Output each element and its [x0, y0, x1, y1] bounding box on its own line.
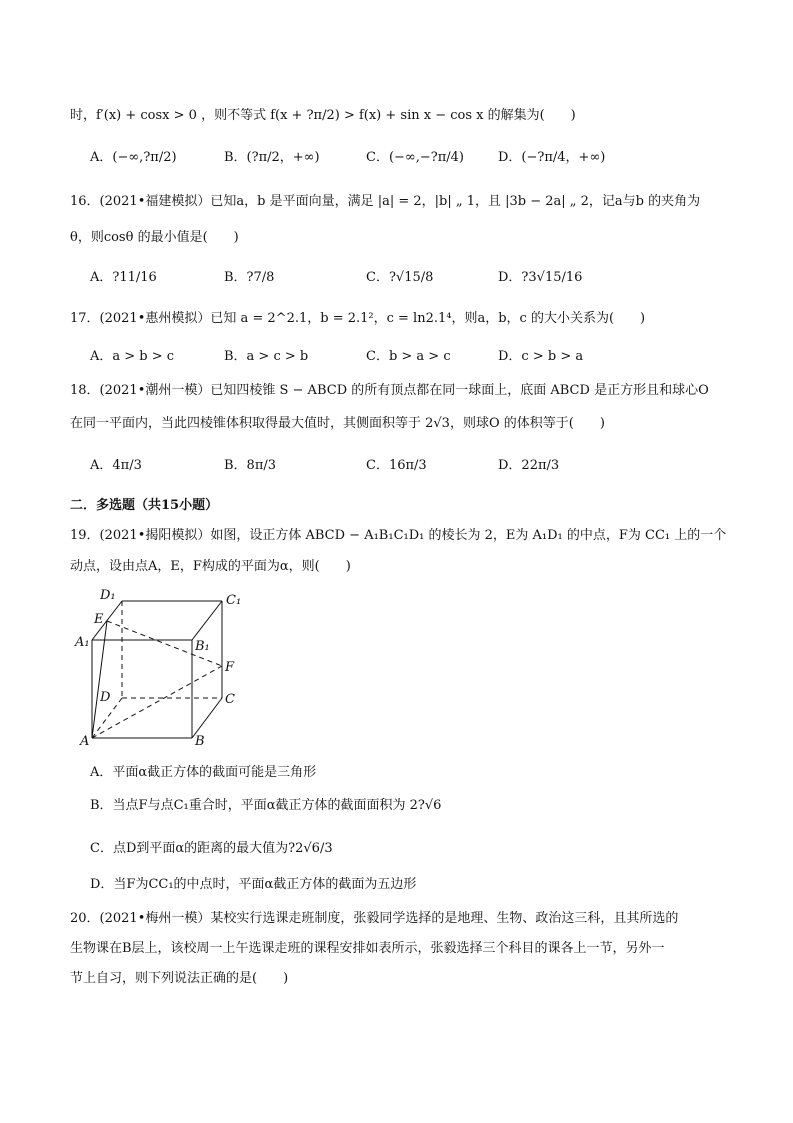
- q18-option-b: B．8π/3: [224, 458, 277, 473]
- q19-option-b: B．当点F与点C₁重合时，平面α截正方体的截面面积为 2?√6: [90, 798, 442, 813]
- label-F: F: [225, 660, 235, 675]
- q19-option-a: A．平面α截正方体的截面可能是三角形: [90, 765, 317, 780]
- q16-option-d: D．?3√15/16: [498, 270, 583, 285]
- edge-B1C1: [192, 601, 222, 640]
- q15-stem: 时，f′(x) + cosx > 0 ，则不等式 f(x + ?π/2) > f(x) + sin x − cos x 的解集为( ): [70, 108, 576, 123]
- label-D1: D₁: [100, 588, 116, 603]
- cube-diagram: [70, 588, 260, 748]
- q17-option-c: C．b > a > c: [366, 349, 451, 364]
- q18-option-d: D．22π/3: [498, 458, 560, 473]
- segment-AF: [92, 666, 222, 738]
- q19-stem-line2: 动点，设由点A，E，F构成的平面为α，则( ): [70, 559, 351, 574]
- q16-stem-line2: θ，则cosθ 的最小值是( ): [70, 230, 239, 245]
- label-B: B: [195, 734, 205, 748]
- label-A: A: [80, 734, 90, 748]
- q17-option-b: B．a > c > b: [224, 349, 309, 364]
- q15-option-c: C．(−∞,−?π/4): [366, 150, 465, 165]
- q16-option-a: A．?11/16: [90, 270, 157, 285]
- q20-stem-line1: 20．(2021•梅州一模）某校实行选课走班制度，张毅同学选择的是地理、生物、政治这三科，且其所选的: [70, 911, 679, 926]
- q18-option-a: A．4π/3: [90, 458, 142, 473]
- q20-stem-line3: 节上自习，则下列说法正确的是( ): [70, 971, 289, 986]
- q19-option-d: D．当F为CC₁的中点时，平面α截正方体的截面为五边形: [90, 877, 417, 892]
- label-C: C: [225, 692, 235, 707]
- q17-option-d: D．c > b > a: [498, 349, 584, 364]
- section-heading: 二．多选题（共15小题）: [70, 498, 219, 513]
- label-B1: B₁: [195, 639, 210, 654]
- q16-stem-line1: 16．(2021•福建模拟）已知a，b 是平面向量，满足 |a| = 2，|b| „ 1，且 |3b − 2a| „ 2，记a与b 的夹角为: [70, 194, 701, 209]
- q18-stem-line2: 在同一平面内，当此四棱锥体积取得最大值时，其侧面积等于 2√3，则球O 的体积等于( ): [70, 416, 605, 431]
- label-D: D: [100, 690, 111, 705]
- q19-option-c: C．点D到平面α的距离的最大值为?2√6/3: [90, 841, 333, 856]
- label-A1: A₁: [75, 635, 90, 650]
- q20-stem-line2: 生物课在B层上，该校周一上午选课走班的课程安排如表所示，张毅选择三个科目的课各上一节，另外一: [70, 941, 665, 956]
- q18-stem-line1: 18．(2021•潮州一模）已知四棱锥 S − ABCD 的所有顶点都在同一球面上，底面 ABCD 是正方形且和球心O: [70, 383, 709, 398]
- label-C1: C₁: [226, 593, 242, 608]
- label-E: E: [94, 612, 104, 627]
- q17-stem: 17．(2021•惠州模拟）已知 a = 2^2.1，b = 2.1²，c = ln2.1⁴，则a，b，c 的大小关系为( ): [70, 311, 646, 326]
- q16-option-c: C．?√15/8: [366, 270, 434, 285]
- q15-option-a: A．(−∞,?π/2): [90, 150, 177, 165]
- q18-option-c: C．16π/3: [366, 458, 427, 473]
- edge-BC: [192, 698, 222, 738]
- q15-option-b: B．(?π/2，+∞): [224, 150, 320, 165]
- q17-option-a: A．a > b > c: [90, 349, 175, 364]
- cube-figure: [70, 588, 260, 748]
- q15-option-d: D．(−?π/4，+∞): [498, 150, 606, 165]
- q19-stem-line1: 19．(2021•揭阳模拟）如图，设正方体 ABCD − A₁B₁C₁D₁ 的棱长为 2，E为 A₁D₁ 的中点，F为 CC₁ 上的一个: [70, 528, 727, 543]
- q16-option-b: B．?7/8: [224, 270, 275, 285]
